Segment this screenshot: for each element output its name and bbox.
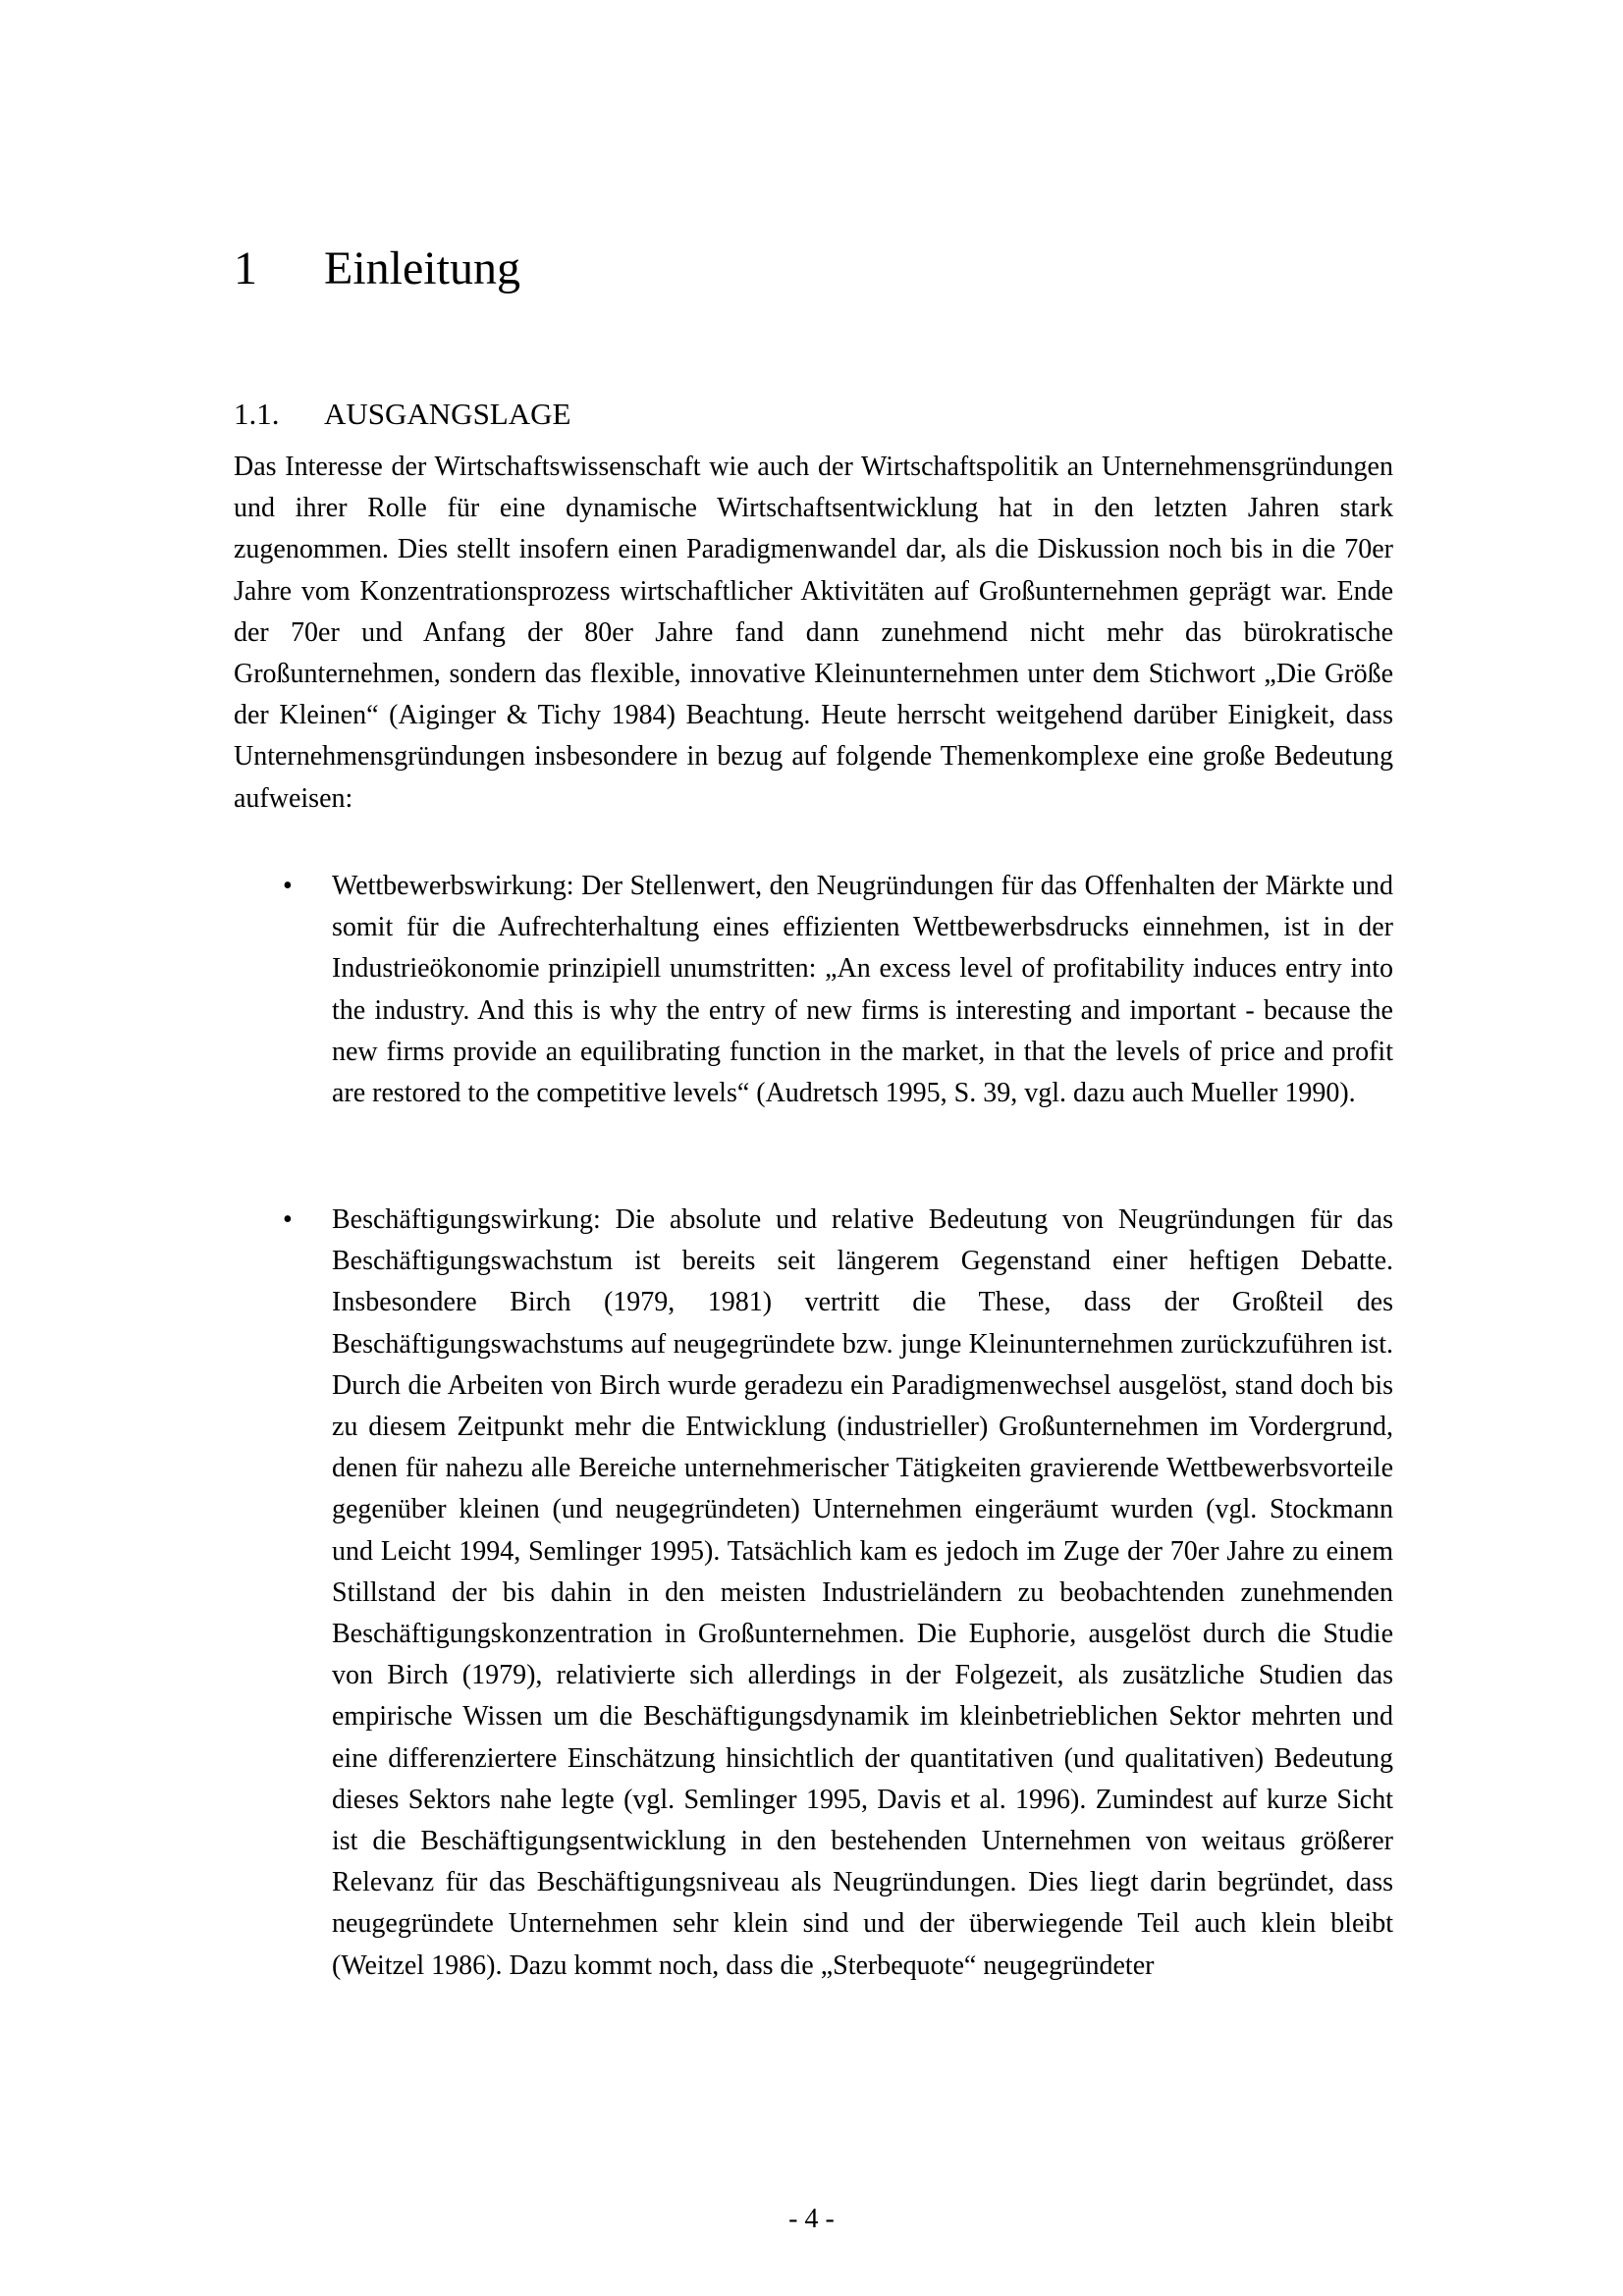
intro-paragraph: Das Interesse der Wirtschaftswissenschaft wie auch der Wirtschaftspolitik an Unternehmensgründungen und ihrer Rolle für eine dynamische Wirtschaftsentwicklung hat in den letzten Jahren stark zugenommen. Dies stellt insofern einen Paradigmenwandel dar, als die Diskussion noch bis in die 70er Jahre vom Konzentrationsprozess wirtschaftlicher Aktivitäten auf Großunternehmen geprägt war. Ende der 70er und Anfang der 80er Jahre fand dann zunehmend nicht mehr das bürokratische Großunternehmen, sondern das flexible, innovative Kleinunternehmen unter dem Stichwort „Die Größe der Kleinen“ (Aiginger & Tichy 1984) Beachtung. Heute herrscht weitgehend darüber Einigkeit, dass Unternehmensgründungen insbesondere in bezug auf folgende Themenkomplexe eine große Bedeutung aufweisen: [234,452,1393,814]
section-title: AUSGANGSLAGE [324,397,571,431]
bullet-list-2 [234,1200,1393,1987]
bullet-marker: • [283,1204,293,1235]
chapter-title: Einleitung [324,242,520,294]
chapter-number: 1 [234,242,257,294]
bullet-marker: • [283,871,293,901]
list-item [234,1200,1393,1987]
bullet-text-beschaeftigungswirkung: Beschäftigungswirkung: Die absolute und relative Bedeutung von Neugründungen für das Beschäftigungswachstum ist bereits seit längerem Gegenstand einer heftigen Debatte. Insbesondere Birch (1979, 1981) vertritt die These, dass der Großteil des Beschäftigungswachstums auf neugegründete bzw. junge Kleinunternehmen zurückzuführen ist. Durch die Arbeiten von Birch wurde geradezu ein Paradigmenwechsel ausgelöst, stand doch bis zu diesem Zeitpunkt mehr die Entwicklung (industrieller) Großunternehmen im Vordergrund, denen für nahezu alle Bereiche unternehmerischer Tätigkeiten gravierende Wettbewerbsvorteile gegenüber kleinen (und neugegründeten) Unternehmen eingeräumt wurden (vgl. Stockmann und Leicht 1994, Semlinger 1995). Tatsächlich kam es jedoch im Zuge der 70er Jahre zu einem Stillstand der bis dahin in den meisten Industrieländern zu beobachtenden zunehmenden Beschäftigungskonzentration in Großunternehmen. Die Euphorie, ausgelöst durch die Studie von Birch (1979), relativierte sich allerdings in der Folgezeit, als zusätzliche Studien das empirische Wissen um die Beschäftigungsdynamik im kleinbetrieblichen Sektor mehrten und eine differenziertere Einschätzung hinsichtlich der quantitativen (und qualitativen) Bedeutung dieses Sektors nahe legte (vgl. Semlinger 1995, Davis et al. 1996). Zumindest auf kurze Sicht ist die Beschäftigungsentwicklung in den bestehenden Unternehmen von weitaus größerer Relevanz für das Beschäftigungsniveau als Neugründungen. Dies liegt darin begründet, dass neugegründete Unternehmen sehr klein sind und der überwiegende Teil auch klein bleibt (Weitzel 1986). Dazu kommt noch, dass die „Sterbequote“ neugegründeter [332,1204,1393,1981]
section-number: 1.1. [234,397,280,431]
section-heading [234,395,570,434]
bullet-text-wettbewerbswirkung: Wettbewerbswirkung: Der Stellenwert, den Neugründungen für das Offenhalten der Märkte und somit für die Aufrechterhaltung eines effizienten Wettbewerbsdrucks einnehmen, ist in der Industrieökonomie prinzipiell unumstritten: „An excess level of profitability induces entry into the industry. And this is why the entry of new firms is interesting and important - because the new firms provide an equilibrating function in the market, in that the levels of price and profit are restored to the competitive levels“ (Audretsch 1995, S. 39, vgl. dazu auch Mueller 1990). [332,871,1393,1109]
bullet-list-1 [234,866,1393,1114]
list-item [234,866,1393,1114]
chapter-heading [234,240,520,298]
page-number: - 4 - [788,2204,835,2234]
